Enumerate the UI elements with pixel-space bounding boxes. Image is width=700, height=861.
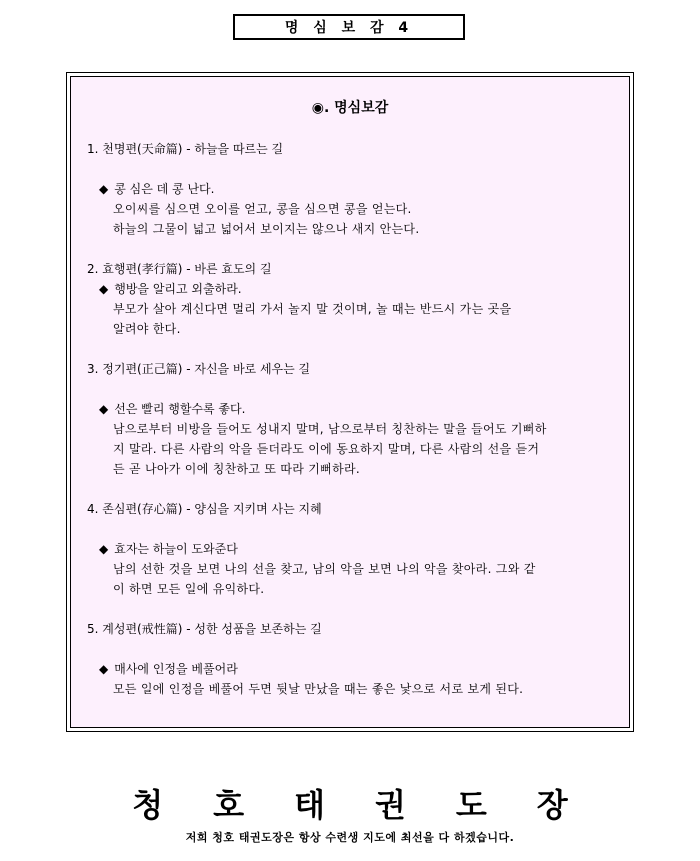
- section-subtitle: [87, 399, 613, 419]
- diamond-bullet-icon: ◆: [99, 662, 109, 676]
- subtitle-text: 콩 심은 데 콩 난다.: [114, 182, 215, 196]
- diamond-bullet-icon: ◆: [99, 542, 109, 556]
- body-line: 알려야 한다.: [113, 322, 181, 336]
- body-line: 남으로부터 비방을 들어도 성내지 말며, 남으로부터 칭찬하는 말을 들어도 기뻐하: [113, 422, 547, 436]
- subtitle-text: 선은 빨리 행할수록 좋다.: [114, 402, 246, 416]
- section-subtitle: [87, 179, 613, 199]
- footer-subtitle: 저희 청호 태권도장은 항상 수련생 지도에 최선을 다 하겠습니다.: [185, 831, 515, 844]
- subtitle-text: 효자는 하늘이 도와준다: [114, 542, 238, 556]
- content-frame: [66, 72, 634, 732]
- footer-title: 청호태권도장: [132, 786, 618, 824]
- content-panel: [70, 76, 630, 728]
- section: [87, 259, 613, 359]
- body-line: 하늘의 그물이 넓고 넓어서 보이지는 않으나 새지 안는다.: [113, 222, 420, 236]
- section-subtitle: [87, 539, 613, 559]
- diamond-bullet-icon: ◆: [99, 182, 109, 196]
- section: [87, 359, 613, 499]
- sections-container: [87, 139, 613, 699]
- section-subtitle: [87, 659, 613, 679]
- panel-heading: ◉. 명심보감: [311, 100, 389, 116]
- section-title: 3. 정기편(正己篇) - 자신을 바로 세우는 길: [87, 362, 311, 376]
- body-line: 오이씨를 심으면 오이를 얻고, 콩을 심으면 콩을 얻는다.: [113, 202, 412, 216]
- diamond-bullet-icon: ◆: [99, 282, 109, 296]
- body-line: 지 말라. 다른 사람의 악을 듣더라도 이에 동요하지 말며, 다른 사람의 선을 듣거: [113, 442, 540, 456]
- section-title: 1. 천명편(天命篇) - 하늘을 따르는 길: [87, 142, 284, 156]
- section-title: 5. 계성편(戒性篇) - 성한 성품을 보존하는 길: [87, 622, 322, 636]
- section-title: 2. 효행편(孝行篇) - 바른 효도의 길: [87, 262, 272, 276]
- section-subtitle: [87, 279, 613, 299]
- body-line: 이 하면 모든 일에 유익하다.: [113, 582, 265, 596]
- subtitle-text: 매사에 인정을 베풀어라: [114, 662, 238, 676]
- document-title: 명 심 보 감 4: [233, 14, 465, 40]
- section: [87, 139, 613, 259]
- subtitle-text: 행방을 알리고 외출하라.: [114, 282, 242, 296]
- body-line: 남의 선한 것을 보면 나의 선을 찾고, 남의 악을 보면 나의 악을 찾아라. 그와 같: [113, 562, 536, 576]
- section-title: 4. 존심편(存心篇) - 양심을 지키며 사는 지혜: [87, 502, 322, 516]
- body-line: 모든 일에 인정을 베풀어 두면 뒷날 만났을 때는 좋은 낯으로 서로 보게 된다.: [113, 682, 524, 696]
- body-line: 부모가 살아 계신다면 멀리 가서 놀지 말 것이며, 놀 때는 반드시 가는 곳을: [113, 302, 512, 316]
- diamond-bullet-icon: ◆: [99, 402, 109, 416]
- body-line: 든 곧 나아가 이에 칭찬하고 또 따라 기뻐하라.: [113, 462, 360, 476]
- section: [87, 619, 613, 699]
- section: [87, 499, 613, 619]
